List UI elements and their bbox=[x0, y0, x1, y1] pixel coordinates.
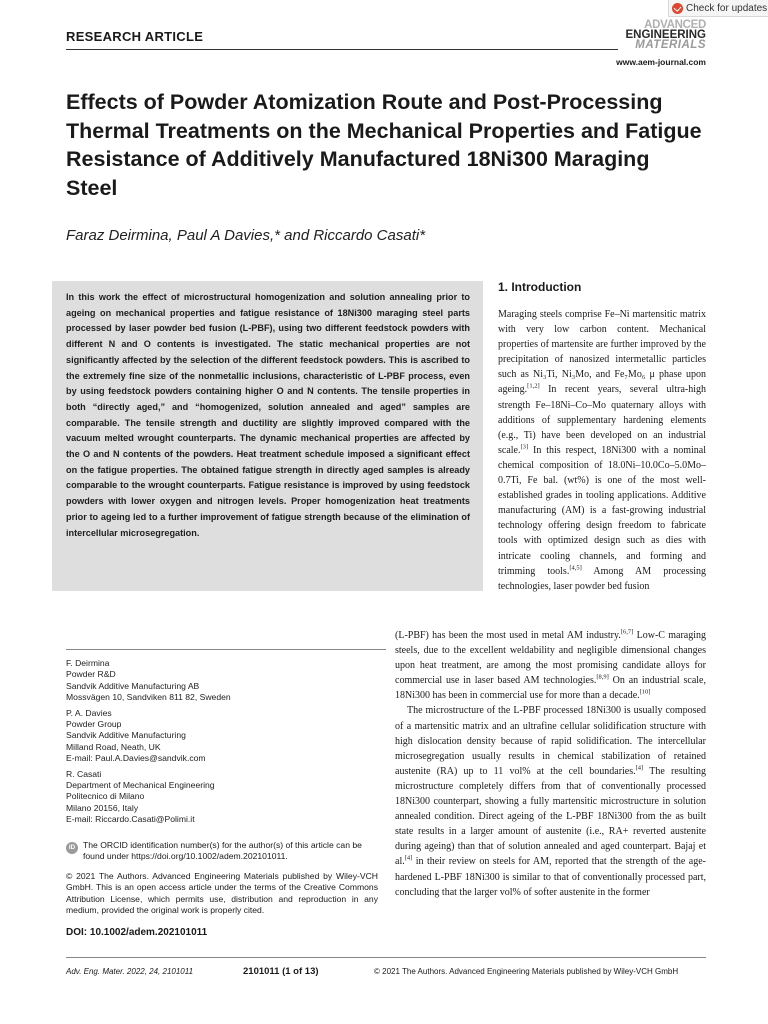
affiliation-line: Politecnico di Milano bbox=[66, 791, 145, 802]
affiliation-2 bbox=[66, 708, 386, 765]
intro-column-wide bbox=[395, 628, 706, 900]
check-for-updates-label: Check for updates bbox=[686, 2, 768, 14]
citation-marker[interactable]: [1,2] bbox=[527, 383, 540, 391]
orcid-note bbox=[66, 840, 378, 862]
citation-marker[interactable]: [4,5] bbox=[569, 564, 582, 572]
check-icon bbox=[672, 3, 683, 14]
copyright-notice: © 2021 The Authors. Advanced Engineering Materials published by Wiley-VCH GmbH. This is an open access article under the terms of the Creative Commons Attribution License, which permits use, distribution and reproduction in any medium, provided the original work is properly cited. bbox=[66, 871, 378, 916]
citation-marker[interactable]: [8,9] bbox=[596, 673, 609, 681]
intro-column-narrow bbox=[498, 307, 706, 594]
affiliation-line: Powder R&D bbox=[66, 669, 116, 680]
journal-url[interactable]: www.aem-journal.com bbox=[616, 57, 706, 67]
affiliation-3 bbox=[66, 769, 386, 826]
citation-marker[interactable]: [4] bbox=[635, 764, 644, 772]
affiliation-line: Sandvik Additive Manufacturing AB bbox=[66, 680, 200, 691]
check-for-updates-badge[interactable] bbox=[668, 0, 768, 17]
intro-paragraph-1b: (L-PBF) has been the most used in metal AM industry.[6,7] Low-C maraging steels, due to the excellent weldability and negligible dimensional changes upon heat treatment, are among the most promising candidate alloys for commercial use in laser based AM technologies.[8,9] On an industrial scale, 18Ni300 has been in commercial use for more than a decade.[10] bbox=[395, 628, 706, 702]
logo-line-2: ENGINEERING bbox=[625, 29, 706, 41]
affiliation-line: Mossvägen 10, Sandviken 811 82, Sweden bbox=[66, 692, 231, 703]
affiliation-line: R. Casati bbox=[66, 768, 102, 779]
orcid-icon: iD bbox=[66, 842, 78, 854]
citation-marker[interactable]: [3] bbox=[520, 443, 529, 451]
footer-page-number: 2101011 (1 of 13) bbox=[243, 966, 319, 977]
orcid-note-text[interactable]: The ORCID identification number(s) for the author(s) of this article can be found under https://doi.org/10.1002/adem.202101011. bbox=[83, 840, 362, 862]
header-rule bbox=[66, 49, 618, 50]
affiliation-line: F. Deirmina bbox=[66, 658, 110, 668]
affiliation-1 bbox=[66, 658, 386, 704]
affiliation-rule bbox=[66, 649, 386, 650]
author-list: Faraz Deirmina, Paul A Davies,* and Riccardo Casati* bbox=[66, 227, 426, 244]
section-heading-introduction: 1. Introduction bbox=[498, 280, 582, 294]
affiliation-line: Sandvik Additive Manufacturing bbox=[66, 730, 186, 741]
logo-line-3: MATERIALS bbox=[635, 39, 706, 51]
footer-citation: Adv. Eng. Mater. 2022, 24, 2101011 bbox=[66, 967, 194, 976]
affiliation-email[interactable]: E-mail: Paul.A.Davies@sandvik.com bbox=[66, 753, 206, 764]
logo-line-1: ADVANCED bbox=[644, 19, 706, 31]
citation-marker[interactable]: [6,7] bbox=[620, 628, 634, 636]
affiliation-line: P. A. Davies bbox=[66, 707, 112, 718]
footer-rule bbox=[66, 957, 706, 958]
citation-marker[interactable]: [10] bbox=[639, 689, 651, 697]
article-title: Effects of Powder Atomization Route and Post-Processing Thermal Treatments on the Mechanical Properties and Fatigue Resistance of Additively Manufactured 18Ni300 Maraging Steel bbox=[66, 90, 702, 200]
affiliation-line: Milano 20156, Italy bbox=[66, 802, 139, 813]
affiliation-email[interactable]: E-mail: Riccardo.Casati@Polimi.it bbox=[66, 814, 195, 825]
doi-link[interactable]: DOI: 10.1002/adem.202101011 bbox=[66, 927, 208, 938]
article-type: RESEARCH ARTICLE bbox=[66, 29, 204, 44]
journal-logo bbox=[604, 20, 706, 50]
abstract-text: In this work the effect of microstructural homogenization and solution annealing prior to ageing on mechanical properties and fatigue resistance of 18Ni300 maraging steel parts processed by laser powder bed fusion (L-PBF), using two different feedstock powders with different N and O contents is investigated. The static mechanical properties are not significantly affected by the selection of the different feedstock powders. This is ascribed to the extremely fine size of the nonmetallic inclusions, characteristic of L-PBF process, even by using feedstock powders containing higher O and N contents. The tensile properties in both “directly aged,” and “homogenized, solution annealed and aged” samples are comparable. The tensile strength and ductility are slightly improved compared with the vacuum melted wrought counterparts. The dynamic mechanical properties are affected by the O and N contents of the powders. Heat treatment schedule imposed a significant effect on the fatigue properties. The obtained fatigue strength in directly aged samples is already comparable to the wrought counterparts. Fatigue resistance is improved by using feedstock powders with lower oxygen and nitrogen levels. Proper homogenization heat treatments prior to ageing led to a further improvement of fatigue strength because of the elimination of intercellular microsegregation. bbox=[66, 292, 470, 538]
affiliations bbox=[66, 658, 386, 826]
affiliation-line: Powder Group bbox=[66, 719, 122, 730]
intro-paragraph-2: The microstructure of the L-PBF processed 18Ni300 is usually composed of a martensitic matrix and an ultrafine cellular solidification structure with high dislocation density because of rapid solidification. The intercellular microsegregation usually results in chemical stabilization of retained austenite (RA) up to 11 vol% at the cell boundaries.[4] The resulting microstructure completely differs from that of conventionally processed 18Ni300 counterpart, showing a fully martensitic microstructure in solution annealed condition. Direct ageing of the L-PBF 18Ni300 from the as built state results in a larger amount of austenite (i.e., RA+ reverted austenite during ageing) than that of solution annealed and aged counterpart. Bajaj et al.[4] in their review on steels for AM, reported that the strength of the age-hardened L-PBF 18Ni300 is similar to that of conventionally processed part, concluding that the larger vol% of softer austenite in the former bbox=[395, 705, 706, 898]
footer-publisher: © 2021 The Authors. Advanced Engineering Materials published by Wiley-VCH GmbH bbox=[374, 967, 679, 976]
affiliation-line: Milland Road, Neath, UK bbox=[66, 741, 161, 752]
citation-marker[interactable]: [4] bbox=[404, 855, 413, 863]
intro-paragraph-1a: Maraging steels comprise Fe–Ni martensitic matrix with very low carbon content. Mechanical properties of martensite are further improved by the precipitation of nanosized intermetallic particles such as Ni₃Ti, Ni₃Mo, and Fe₇Mo₆ μ phase upon ageing.[1,2] In recent years, several ultra-high strength Fe–18Ni–Co–Mo quaternary alloys with additions of supplementary hardening elements (e.g., Ti) have been developed on an industrial scale.[3] In this respect, 18Ni300 with a nominal chemical composition of 18.0Ni–10.0Co–5.0Mo–0.7Ti, Fe bal. (wt%) is one of the most well-established grades in tooling applications. Additive manufacturing (AM) is a fast-growing industrial technology offering design freedom to fabricate tools with optimized design such as dies with intricate cooling channels, and forming and trimming tools.[4,5] Among AM processing technologies, laser powder bed fusion bbox=[498, 309, 707, 592]
affiliation-line: Department of Mechanical Engineering bbox=[66, 780, 215, 791]
